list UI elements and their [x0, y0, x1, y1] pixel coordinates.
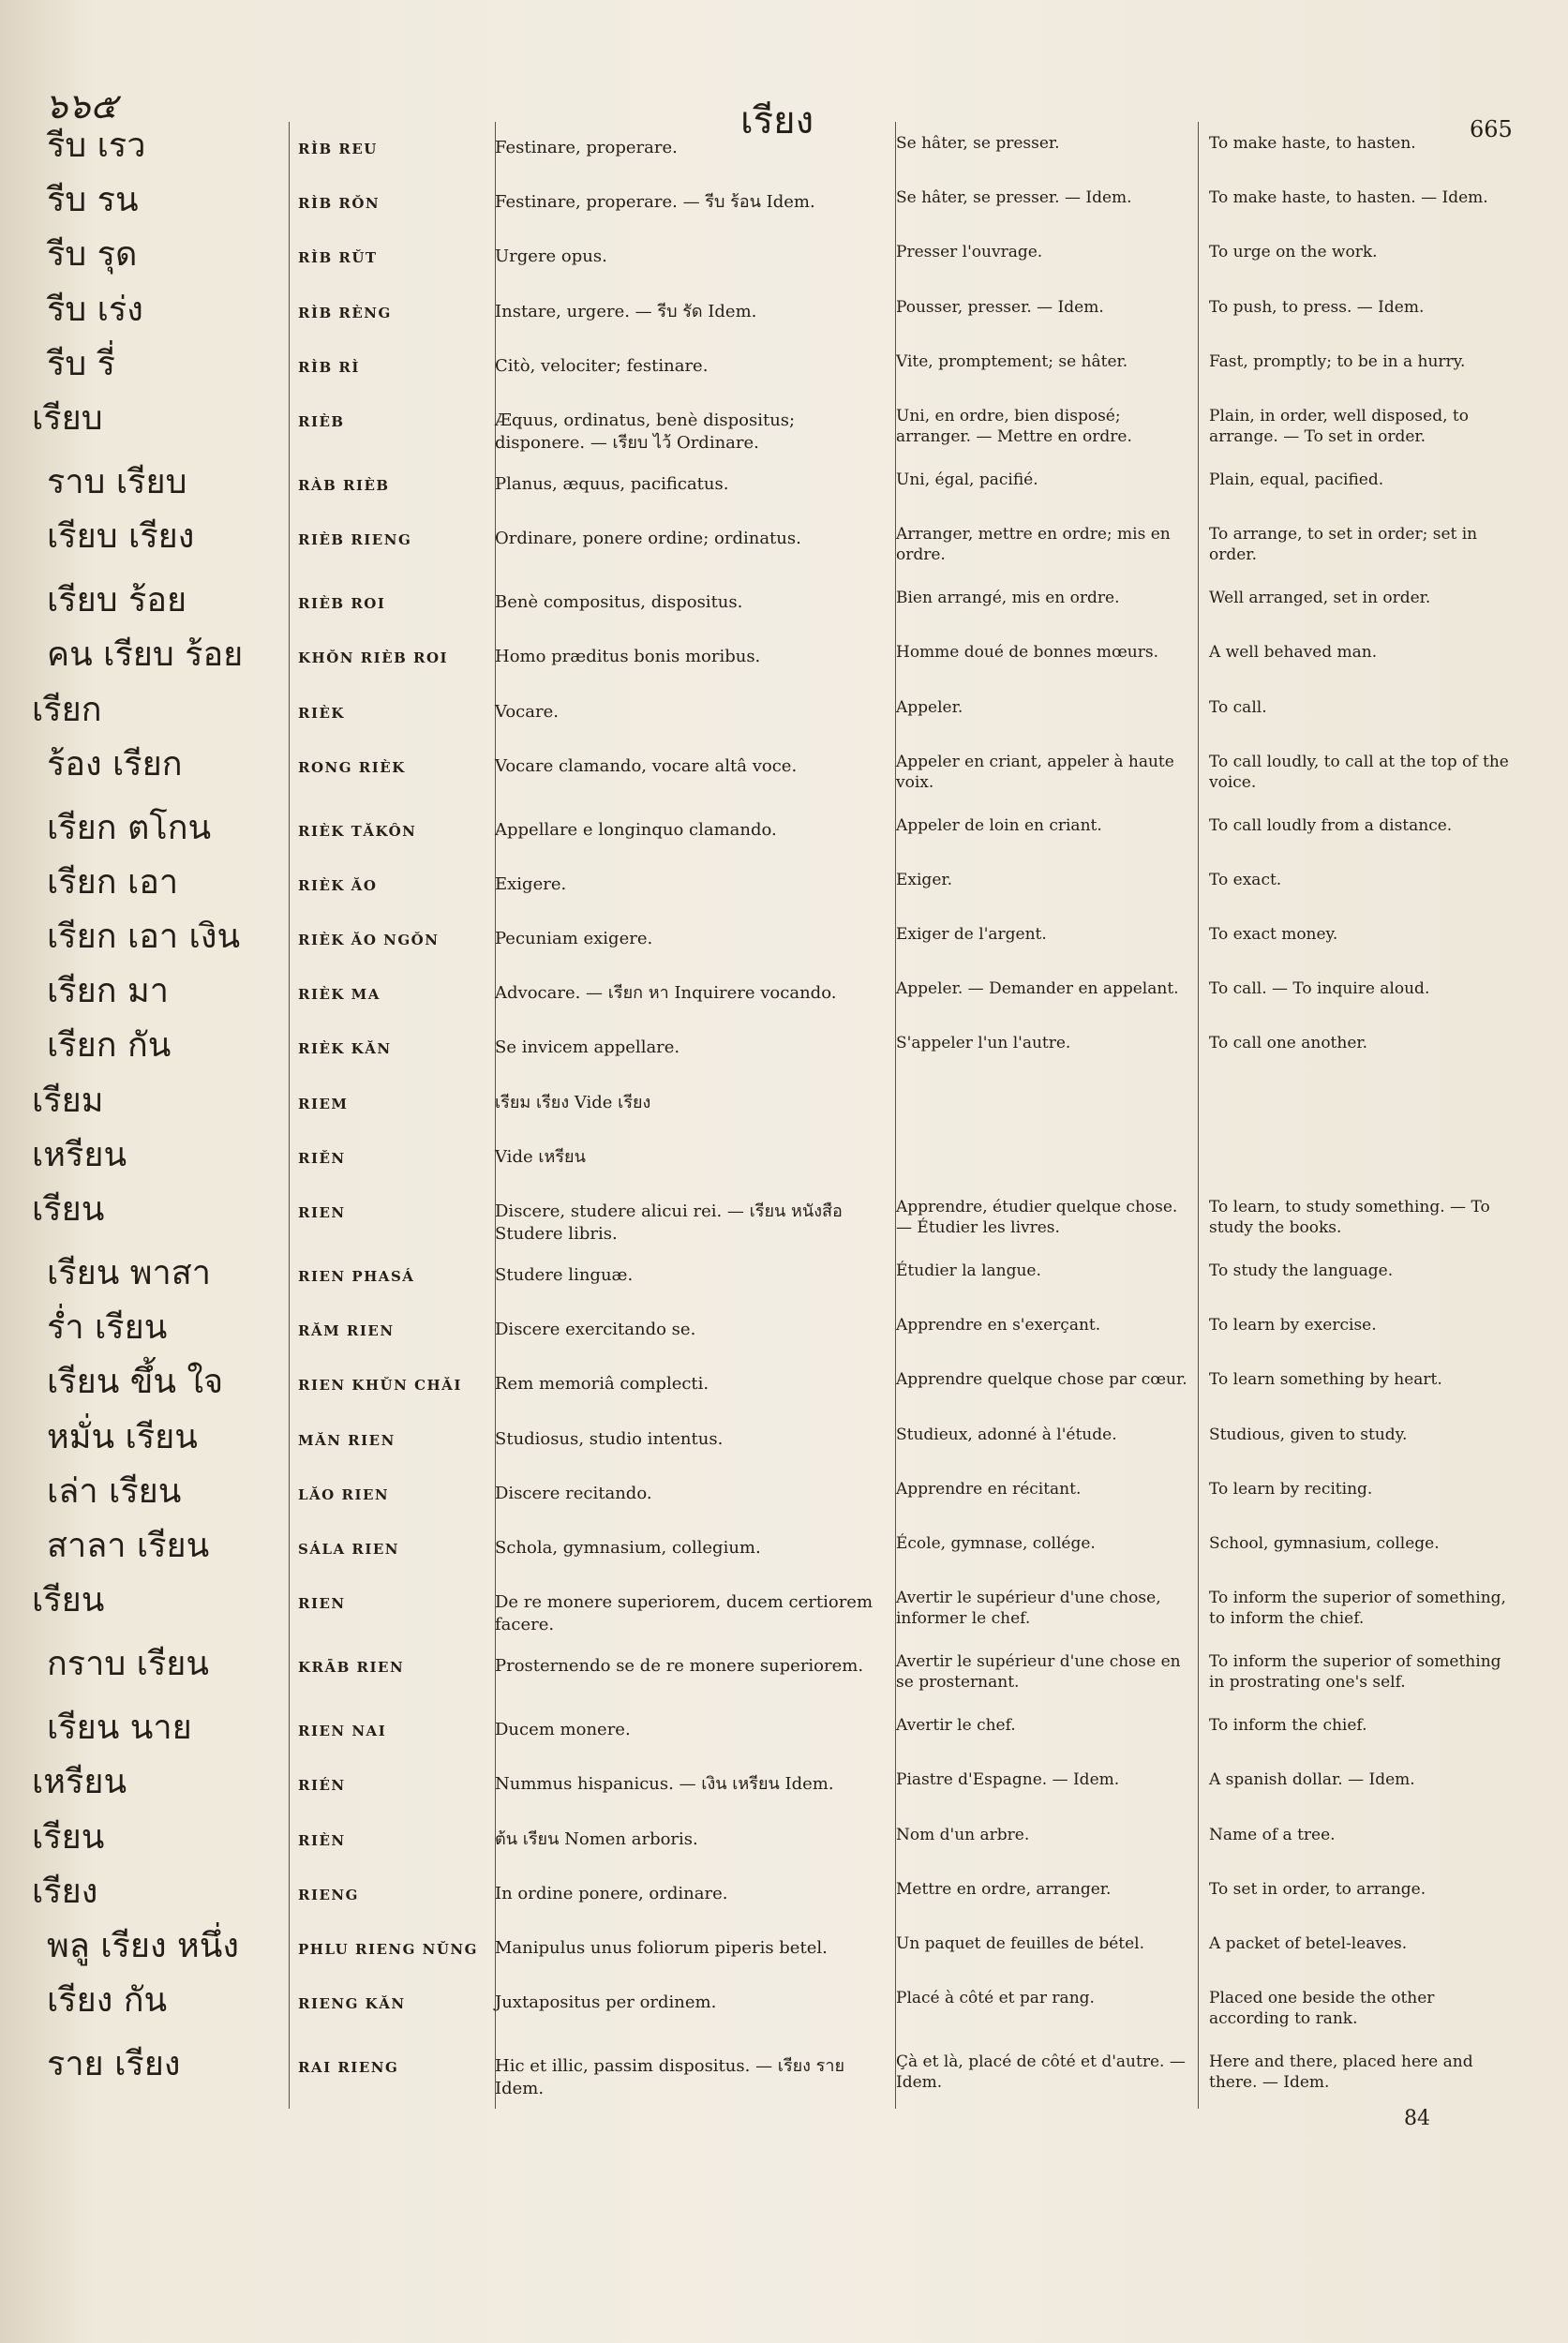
dictionary-entry: [0, 627, 1568, 681]
entry-latin: Pecuniam exigere.: [495, 929, 653, 949]
entry-english: Here and there, placed here and there. — Idem.: [1209, 2052, 1473, 2093]
entry-latin: Discere recitando.: [495, 1483, 652, 1503]
entry-latin: De re monere superiorem, ducem certiorem facere.: [495, 1592, 874, 1635]
entry-latin: Juxtapositus per ordinem.: [495, 1992, 717, 2013]
entry-english: To urge on the work.: [1209, 243, 1378, 262]
entry-english: To inform the chief.: [1209, 1716, 1367, 1736]
entry-thai-word: หมั่น เรียน: [47, 1417, 198, 1456]
entry-french: Presser l'ouvrage.: [896, 243, 1043, 262]
entry-thai-word: รีบ เร่ง: [47, 290, 143, 329]
entry-thai-word: กราบ เรียน: [47, 1645, 209, 1684]
entry-thai-word: เรียน นาย: [47, 1709, 192, 1748]
entry-english: A well behaved man.: [1209, 643, 1378, 663]
entry-thai-word: เรียง: [32, 1872, 98, 1911]
entry-romanization: RIEN: [298, 1595, 346, 1613]
dictionary-entry: [0, 1754, 1568, 1809]
entry-romanization: RIÈN: [298, 1831, 346, 1849]
entry-english: Well arranged, set in order.: [1209, 589, 1431, 608]
entry-latin: Exigere.: [495, 873, 567, 894]
entry-thai-word: เรียน: [32, 1190, 105, 1229]
entry-latin: Æquus, ordinatus, benè dispositus; disponere. — เรียบ ไว้ Ordinare.: [495, 410, 796, 453]
entry-romanization: PHLU RIENG NŬNG: [298, 1940, 478, 1958]
entry-english: School, gymnasium, college.: [1209, 1533, 1440, 1553]
entry-romanization: RIÈB RIENG: [298, 531, 412, 549]
entry-thai-word: รีบ เรว: [47, 127, 146, 165]
entry-thai-word: เรียก เอา เงิน: [47, 918, 241, 957]
entry-french: École, gymnase, collége.: [896, 1533, 1096, 1553]
entry-romanization: RÌB RÌ: [298, 358, 360, 376]
entry-french: Apprendre, étudier quelque chose. — Étudier les livres.: [896, 1198, 1178, 1237]
entry-thai-word: เรียก มา: [47, 972, 169, 1011]
dictionary-entry: [0, 963, 1568, 1018]
entry-thai-word: ร่ำ เรียน: [47, 1308, 168, 1348]
entry-thai-word: เรียบ ร้อย: [47, 581, 187, 620]
entry-french: Çà et là, placé de côté et d'autre. — Idem.: [896, 2052, 1186, 2093]
entry-latin: Ordinare, ponere ordine; ordinatus.: [495, 529, 801, 549]
entry-french: Avertir le chef.: [896, 1716, 1016, 1736]
dictionary-entry: [0, 1182, 1568, 1246]
entry-thai-word: เรียก กัน: [47, 1026, 172, 1066]
entry-latin: Citò, velociter; festinare.: [495, 355, 709, 376]
entry-latin: Se invicem appellare.: [495, 1037, 680, 1058]
entry-latin: Festinare, properare.: [495, 138, 678, 157]
entry-english: Name of a tree.: [1209, 1825, 1336, 1844]
entry-latin: Hic et illic, passim dispositus. — เรียง ราย Idem.: [495, 2056, 844, 2099]
entry-thai-word: ราบ เรียบ: [47, 462, 187, 501]
entry-romanization: RIEN: [298, 1204, 346, 1221]
entry-english: To make haste, to hasten.: [1209, 134, 1416, 153]
dictionary-entry: [0, 1018, 1568, 1072]
dictionary-entry: [0, 1127, 1568, 1182]
entry-thai-word: เรียบ: [32, 398, 103, 438]
dictionary-entry: [0, 282, 1568, 336]
entry-latin: Vide เหรียน: [495, 1146, 586, 1167]
entry-french: Uni, en ordre, bien disposé; arranger. — Mettre en ordre.: [896, 406, 1132, 446]
entry-french: Avertir le supérieur d'une chose en se prosternant.: [896, 1652, 1181, 1693]
entry-thai-word: เหรียน: [32, 1763, 127, 1802]
entry-french: Apprendre quelque chose par cœur.: [896, 1370, 1187, 1390]
entry-french: Se hâter, se presser. — Idem.: [896, 188, 1132, 208]
entry-english: To exact money.: [1209, 925, 1338, 945]
dictionary-entry: [0, 1636, 1568, 1700]
dictionary-entry: [0, 682, 1568, 737]
entry-english: To push, to press. — Idem.: [1209, 297, 1425, 317]
entry-french: Étudier la langue.: [896, 1261, 1041, 1280]
entry-french: Appeler.: [896, 697, 963, 717]
entry-english: To call one another.: [1209, 1034, 1368, 1053]
entry-romanization: RIÈB: [298, 412, 345, 430]
dictionary-entry: [0, 118, 1568, 172]
entry-english: To learn by reciting.: [1209, 1479, 1373, 1499]
entry-french: Se hâter, se presser.: [896, 134, 1060, 153]
entry-french: Nom d'un arbre.: [896, 1825, 1030, 1844]
dictionary-entry: [0, 1918, 1568, 1973]
entry-romanization: RIENG KĂN: [298, 1995, 406, 2013]
entry-latin: Ducem monere.: [495, 1720, 631, 1740]
entry-english: To call. — To inquire aloud.: [1209, 979, 1430, 999]
dictionary-entry: [0, 455, 1568, 509]
entry-thai-word: รีบ รี่: [47, 344, 115, 383]
entry-thai-word: เรียม: [32, 1081, 104, 1120]
entry-latin: Nummus hispanicus. — เงิน เหรียน Idem.: [495, 1774, 834, 1795]
guide-word: เรียง: [740, 99, 814, 142]
entry-romanization: RONG RIÈK: [298, 758, 406, 776]
entry-thai-word: เล่า เรียน: [47, 1471, 182, 1511]
entry-romanization: RIÈK ĂO NGŎN: [298, 932, 440, 949]
entry-french: Uni, égal, pacifié.: [896, 470, 1038, 489]
entry-english: Studious, given to study.: [1209, 1425, 1408, 1444]
entry-french: Placé à côté et par rang.: [896, 1989, 1095, 2008]
entry-latin: Vocare clamando, vocare altâ voce.: [495, 755, 798, 776]
dictionary-entry: [0, 509, 1568, 573]
entry-thai-word: ร้อง เรียก: [47, 744, 183, 783]
entry-thai-word: เรียก ตโกน: [47, 808, 212, 847]
entry-english: To exact.: [1209, 870, 1282, 889]
entry-latin: Studere linguæ.: [495, 1265, 634, 1285]
entry-romanization: RIEN KHŬN CHĂI: [298, 1377, 462, 1395]
signature-number: 84: [1404, 2107, 1430, 2130]
entry-latin: Studiosus, studio intentus.: [495, 1428, 724, 1449]
entry-english: To call.: [1209, 697, 1267, 717]
entry-french: Studieux, adonné à l'étude.: [896, 1425, 1117, 1444]
entry-latin: Discere exercitando se.: [495, 1320, 696, 1340]
entry-romanization: RÀB RIÈB: [298, 476, 390, 494]
entry-french: Apprendre en récitant.: [896, 1479, 1082, 1499]
entry-thai-word: คน เรียบ ร้อย: [47, 635, 244, 675]
entry-latin: Prosternendo se de re monere superiorem.: [495, 1656, 864, 1677]
entry-english: To learn something by heart.: [1209, 1370, 1442, 1390]
entry-french: S'appeler l'un l'autre.: [896, 1034, 1071, 1053]
entry-thai-word: เรียก: [32, 690, 102, 729]
entry-french: Appeler de loin en criant.: [896, 815, 1102, 835]
entry-thai-word: ราย เรียง: [47, 2045, 181, 2084]
entry-romanization: RĂM RIEN: [298, 1322, 395, 1340]
entry-romanization: RIĔN: [298, 1149, 346, 1167]
dictionary-entry: [0, 1700, 1568, 1754]
entry-french: Homme doué de bonnes mœurs.: [896, 643, 1158, 663]
entry-thai-word: เรียน: [32, 1581, 105, 1620]
dictionary-entry: [0, 1518, 1568, 1573]
entry-latin: ต้น เรียน Nomen arboris.: [495, 1828, 698, 1849]
entry-romanization: RIENG: [298, 1886, 359, 1903]
entry-french: Arranger, mettre en ordre; mis en ordre.: [896, 525, 1171, 565]
entry-romanization: RIÈK: [298, 704, 345, 722]
entry-latin: Discere, studere alicui rei. — เรียน หนังสือ Studere libris.: [495, 1201, 843, 1244]
entry-english: A packet of betel-leaves.: [1209, 1933, 1408, 1953]
entry-latin: Festinare, properare. — รีบ ร้อน Idem.: [495, 192, 815, 213]
entry-romanization: RIÈB ROI: [298, 595, 386, 613]
entry-latin: Homo præditus bonis moribus.: [495, 647, 761, 667]
dictionary-entry: [0, 737, 1568, 800]
entry-romanization: RIEN NAI: [298, 1723, 387, 1740]
dictionary-entry: [0, 1410, 1568, 1464]
entry-latin: เรียม เรียง Vide เรียง: [495, 1092, 651, 1112]
entry-english: To learn, to study something. — To study the books.: [1209, 1198, 1490, 1237]
entry-thai-word: รีบ รน: [47, 181, 139, 220]
entry-english: A spanish dollar. — Idem.: [1209, 1770, 1415, 1790]
entry-list: [0, 118, 1568, 2100]
entry-french: Appeler. — Demander en appelant.: [896, 979, 1179, 999]
dictionary-entry: [0, 227, 1568, 281]
entry-french: Exiger.: [896, 870, 953, 889]
entry-romanization: MĂN RIEN: [298, 1431, 396, 1449]
entry-romanization: LĂO RIEN: [298, 1485, 390, 1503]
entry-english: To study the language.: [1209, 1261, 1394, 1280]
entry-english: To call loudly, to call at the top of the voice.: [1209, 752, 1509, 792]
entry-english: To learn by exercise.: [1209, 1316, 1377, 1336]
entry-latin: Vocare.: [495, 701, 559, 722]
entry-english: Plain, in order, well disposed, to arrange. — To set in order.: [1209, 406, 1469, 446]
entry-latin: Benè compositus, dispositus.: [495, 592, 743, 613]
entry-thai-word: สาลา เรียน: [47, 1526, 210, 1565]
entry-thai-word: รีบ รุด: [47, 235, 138, 275]
dictionary-entry: [0, 1073, 1568, 1127]
dictionary-entry: [0, 172, 1568, 227]
entry-latin: Schola, gymnasium, collegium.: [495, 1537, 761, 1558]
entry-latin: Planus, æquus, pacificatus.: [495, 473, 729, 494]
entry-thai-word: เรียก เอา: [47, 862, 179, 902]
entry-thai-word: เรียง กัน: [47, 1981, 168, 2021]
entry-english: To arrange, to set in order; set in order.: [1209, 525, 1478, 565]
entry-english: Plain, equal, pacified.: [1209, 470, 1384, 489]
entry-romanization: RÌB RÈNG: [298, 304, 392, 321]
entry-french: Bien arrangé, mis en ordre.: [896, 589, 1120, 608]
entry-french: Exiger de l'argent.: [896, 925, 1047, 945]
dictionary-entry: [0, 336, 1568, 391]
entry-french: Appeler en criant, appeler à haute voix.: [896, 752, 1174, 792]
dictionary-entry: [0, 1300, 1568, 1354]
entry-french: Pousser, presser. — Idem.: [896, 297, 1104, 317]
entry-romanization: RÌB RŬT: [298, 249, 378, 267]
entry-english: To inform the superior of something in prostrating one's self.: [1209, 1652, 1501, 1693]
entry-romanization: RIEM: [298, 1095, 349, 1112]
dictionary-entry: [0, 1810, 1568, 1864]
dictionary-entry: [0, 1573, 1568, 1636]
dictionary-entry: [0, 1864, 1568, 1918]
dictionary-entry: [0, 855, 1568, 909]
entry-romanization: RIÉN: [298, 1777, 346, 1795]
dictionary-entry: [0, 1354, 1568, 1409]
entry-thai-word: เรียน: [32, 1817, 105, 1857]
entry-thai-word: เรียบ เรียง: [47, 517, 195, 557]
entry-french: Piastre d'Espagne. — Idem.: [896, 1770, 1120, 1790]
dictionary-entry: [0, 800, 1568, 855]
page-number: 665: [1470, 116, 1513, 142]
entry-romanization: RIÈK KĂN: [298, 1040, 392, 1058]
entry-romanization: KHŎN RIÈB ROI: [298, 649, 449, 667]
dictionary-entry: [0, 1973, 1568, 2037]
entry-latin: Urgere opus.: [495, 246, 607, 267]
dictionary-entry: [0, 909, 1568, 963]
entry-french: Vite, promptement; se hâter.: [896, 351, 1128, 371]
entry-french: Apprendre en s'exerçant.: [896, 1316, 1101, 1336]
dictionary-entry: [0, 573, 1568, 627]
thai-page-number: ๖๖๕: [45, 85, 118, 127]
entry-romanization: RIÈK MA: [298, 986, 381, 1004]
entry-latin: In ordine ponere, ordinare.: [495, 1883, 728, 1903]
entry-french: Mettre en ordre, arranger.: [896, 1879, 1112, 1899]
entry-thai-word: เรียน พาสา: [47, 1254, 211, 1292]
dictionary-entry: [0, 2037, 1568, 2100]
entry-romanization: SÁLA RIEN: [298, 1540, 400, 1558]
entry-romanization: RÌB REU: [298, 141, 378, 157]
dictionary-entry: [0, 391, 1568, 455]
entry-english: Placed one beside the other according to rank.: [1209, 1989, 1435, 2029]
dictionary-entry: [0, 1464, 1568, 1518]
entry-latin: Rem memoriâ complecti.: [495, 1374, 709, 1395]
entry-romanization: RÌB RŎN: [298, 195, 381, 213]
entry-thai-word: เรียน ขึ้น ใจ: [47, 1363, 224, 1402]
entry-thai-word: พลู เรียง หนึ่ง: [47, 1926, 239, 1965]
entry-latin: Instare, urgere. — รีบ รัด Idem.: [495, 301, 757, 321]
entry-romanization: RAI RIENG: [298, 2059, 399, 2077]
entry-english: To set in order, to arrange.: [1209, 1879, 1426, 1899]
entry-thai-word: เหรียน: [32, 1135, 127, 1174]
entry-latin: Advocare. — เรียก หา Inquirere vocando.: [495, 983, 837, 1004]
entry-english: To call loudly from a distance.: [1209, 815, 1453, 835]
entry-romanization: RIÈK TĂKÔN: [298, 822, 417, 840]
entry-english: Fast, promptly; to be in a hurry.: [1209, 351, 1466, 371]
dictionary-entry: [0, 1246, 1568, 1300]
entry-latin: Appellare e longinquo clamando.: [495, 819, 777, 840]
entry-english: To inform the superior of something, to inform the chief.: [1209, 1589, 1506, 1629]
entry-french: Avertir le supérieur d'une chose, informer le chef.: [896, 1589, 1161, 1629]
entry-french: Un paquet de feuilles de bétel.: [896, 1933, 1144, 1953]
entry-romanization: RIEN PHASÁ: [298, 1268, 415, 1285]
entry-romanization: KRĀB RIEN: [298, 1659, 405, 1677]
entry-latin: Manipulus unus foliorum piperis betel.: [495, 1937, 828, 1958]
entry-english: To make haste, to hasten. — Idem.: [1209, 188, 1488, 208]
entry-romanization: RIÈK ĂO: [298, 876, 378, 894]
